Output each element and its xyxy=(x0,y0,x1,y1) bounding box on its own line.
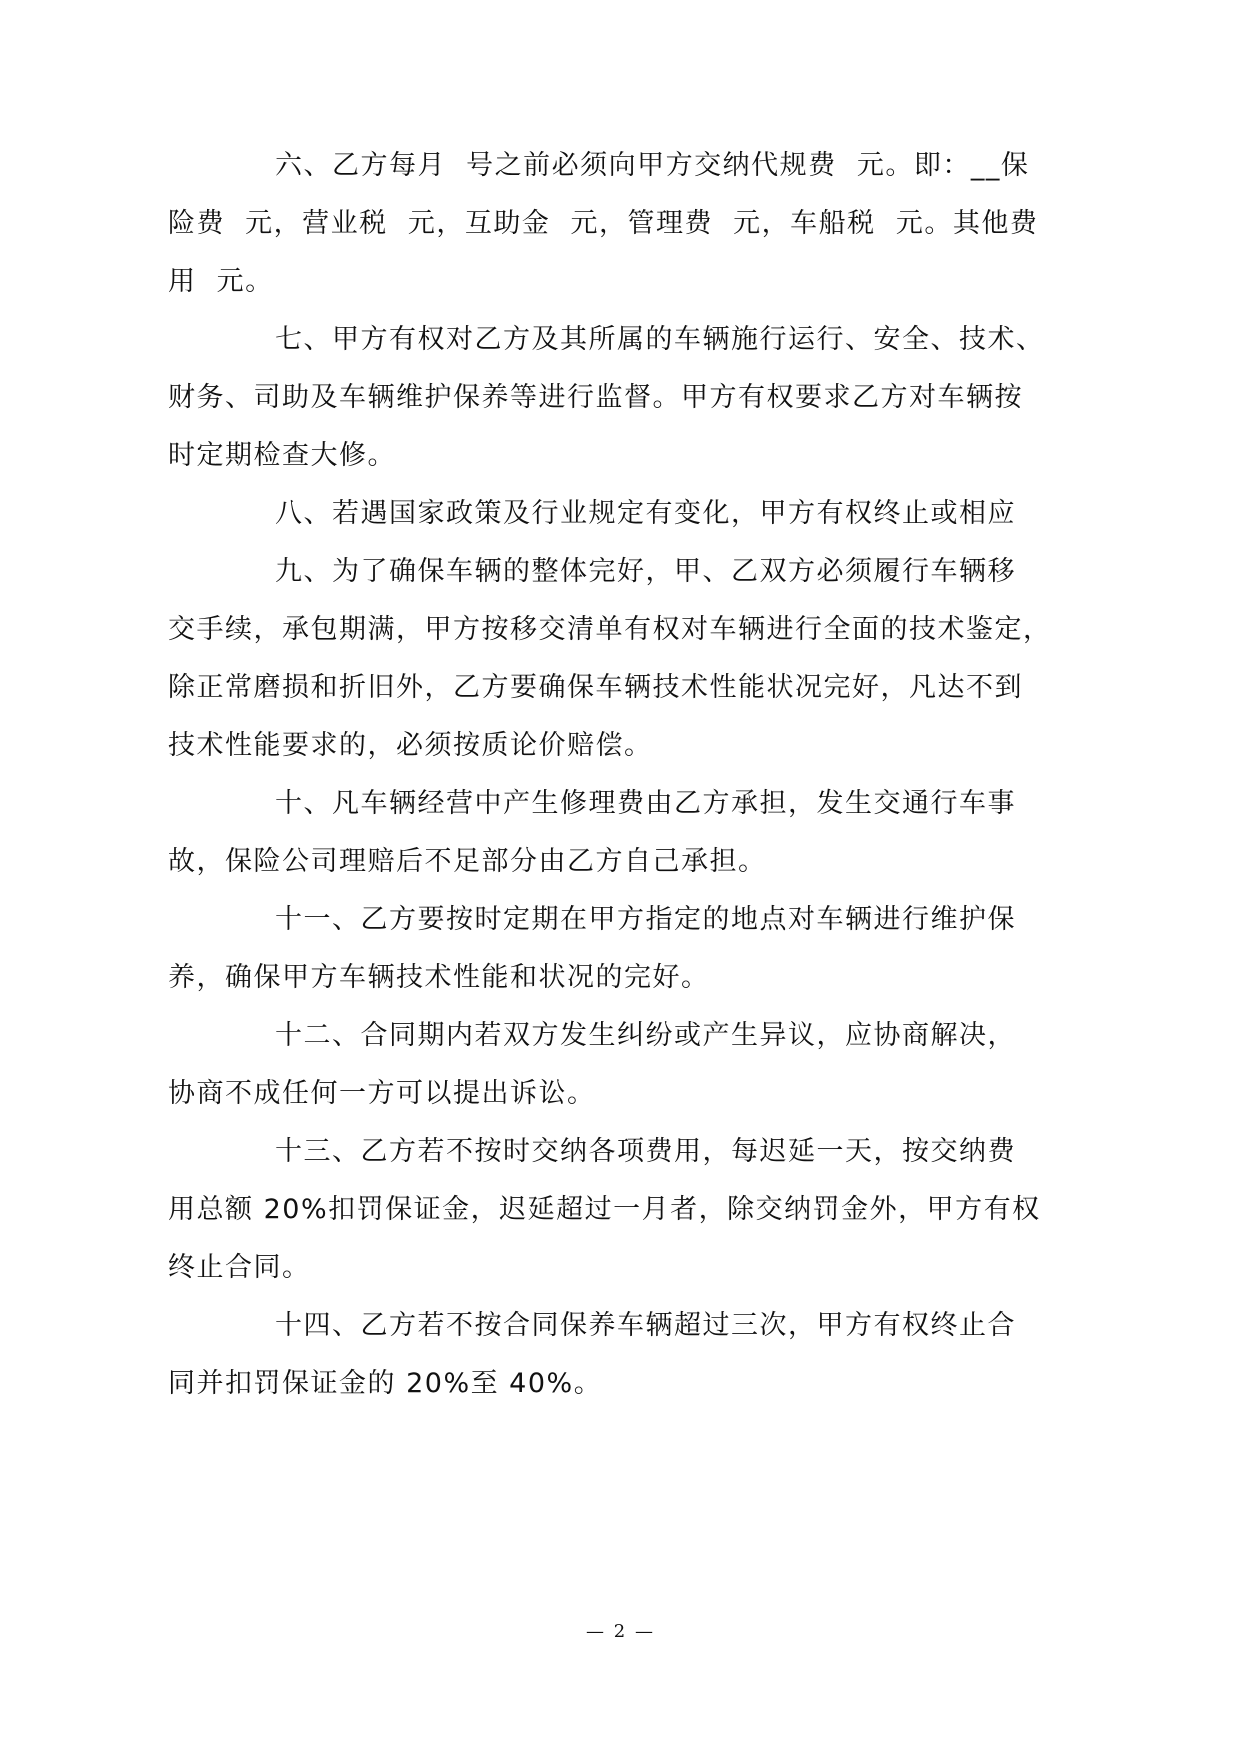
paragraph-7-line-3: 时定期检查大修。 xyxy=(168,440,396,471)
paragraph-9-line-2: 交手续，承包期满，甲方按移交清单有权对车辆进行全面的技术鉴定， xyxy=(168,614,1052,645)
paragraph-12-line-1: 十二、合同期内若双方发生纠纷或产生异议，应协商解决， xyxy=(275,1020,1016,1051)
paragraph-14-line-1: 十四、乙方若不按合同保养车辆超过三次，甲方有权终止合 xyxy=(275,1310,1016,1341)
paragraph-6-line-1: 六、乙方每月 号之前必须向甲方交纳代规费 元。即：__保 xyxy=(275,150,1030,181)
paragraph-11-line-1: 十一、乙方要按时定期在甲方指定的地点对车辆进行维护保 xyxy=(275,904,1016,935)
paragraph-13-line-1: 十三、乙方若不按时交纳各项费用，每迟延一天，按交纳费 xyxy=(275,1136,1016,1167)
paragraph-12-line-2: 协商不成任何一方可以提出诉讼。 xyxy=(168,1078,596,1109)
page-number: — 2 — xyxy=(586,1621,655,1642)
paragraph-9-line-4: 技术性能要求的，必须按质论价赔偿。 xyxy=(168,730,653,761)
paragraph-13-line-3: 终止合同。 xyxy=(168,1252,311,1283)
paragraph-9-line-3: 除正常磨损和折旧外，乙方要确保车辆技术性能状况完好，凡达不到 xyxy=(168,672,1023,703)
paragraph-14-line-2: 同并扣罚保证金的 20%至 40%。 xyxy=(168,1368,603,1399)
paragraph-6-line-3: 用 元。 xyxy=(168,266,274,297)
paragraph-7-line-2: 财务、司助及车辆维护保养等进行监督。甲方有权要求乙方对车辆按 xyxy=(168,382,1023,413)
paragraph-10-line-1: 十、凡车辆经营中产生修理费由乙方承担，发生交通行车事 xyxy=(275,788,1016,819)
paragraph-10-line-2: 故，保险公司理赔后不足部分由乙方自己承担。 xyxy=(168,846,767,877)
paragraph-13-line-2: 用总额 20%扣罚保证金，迟延超过一月者，除交纳罚金外，甲方有权 xyxy=(168,1194,1041,1225)
paragraph-7-line-1: 七、甲方有权对乙方及其所属的车辆施行运行、安全、技术、 xyxy=(275,324,1045,355)
paragraph-9-line-1: 九、为了确保车辆的整体完好，甲、乙双方必须履行车辆移 xyxy=(275,556,1016,587)
paragraph-11-line-2: 养，确保甲方车辆技术性能和状况的完好。 xyxy=(168,962,710,993)
paragraph-8-line-1: 八、若遇国家政策及行业规定有变化，甲方有权终止或相应 xyxy=(275,498,1016,529)
paragraph-6-line-2: 险费 元，营业税 元，互助金 元，管理费 元，车船税 元。其他费 xyxy=(168,208,1039,239)
